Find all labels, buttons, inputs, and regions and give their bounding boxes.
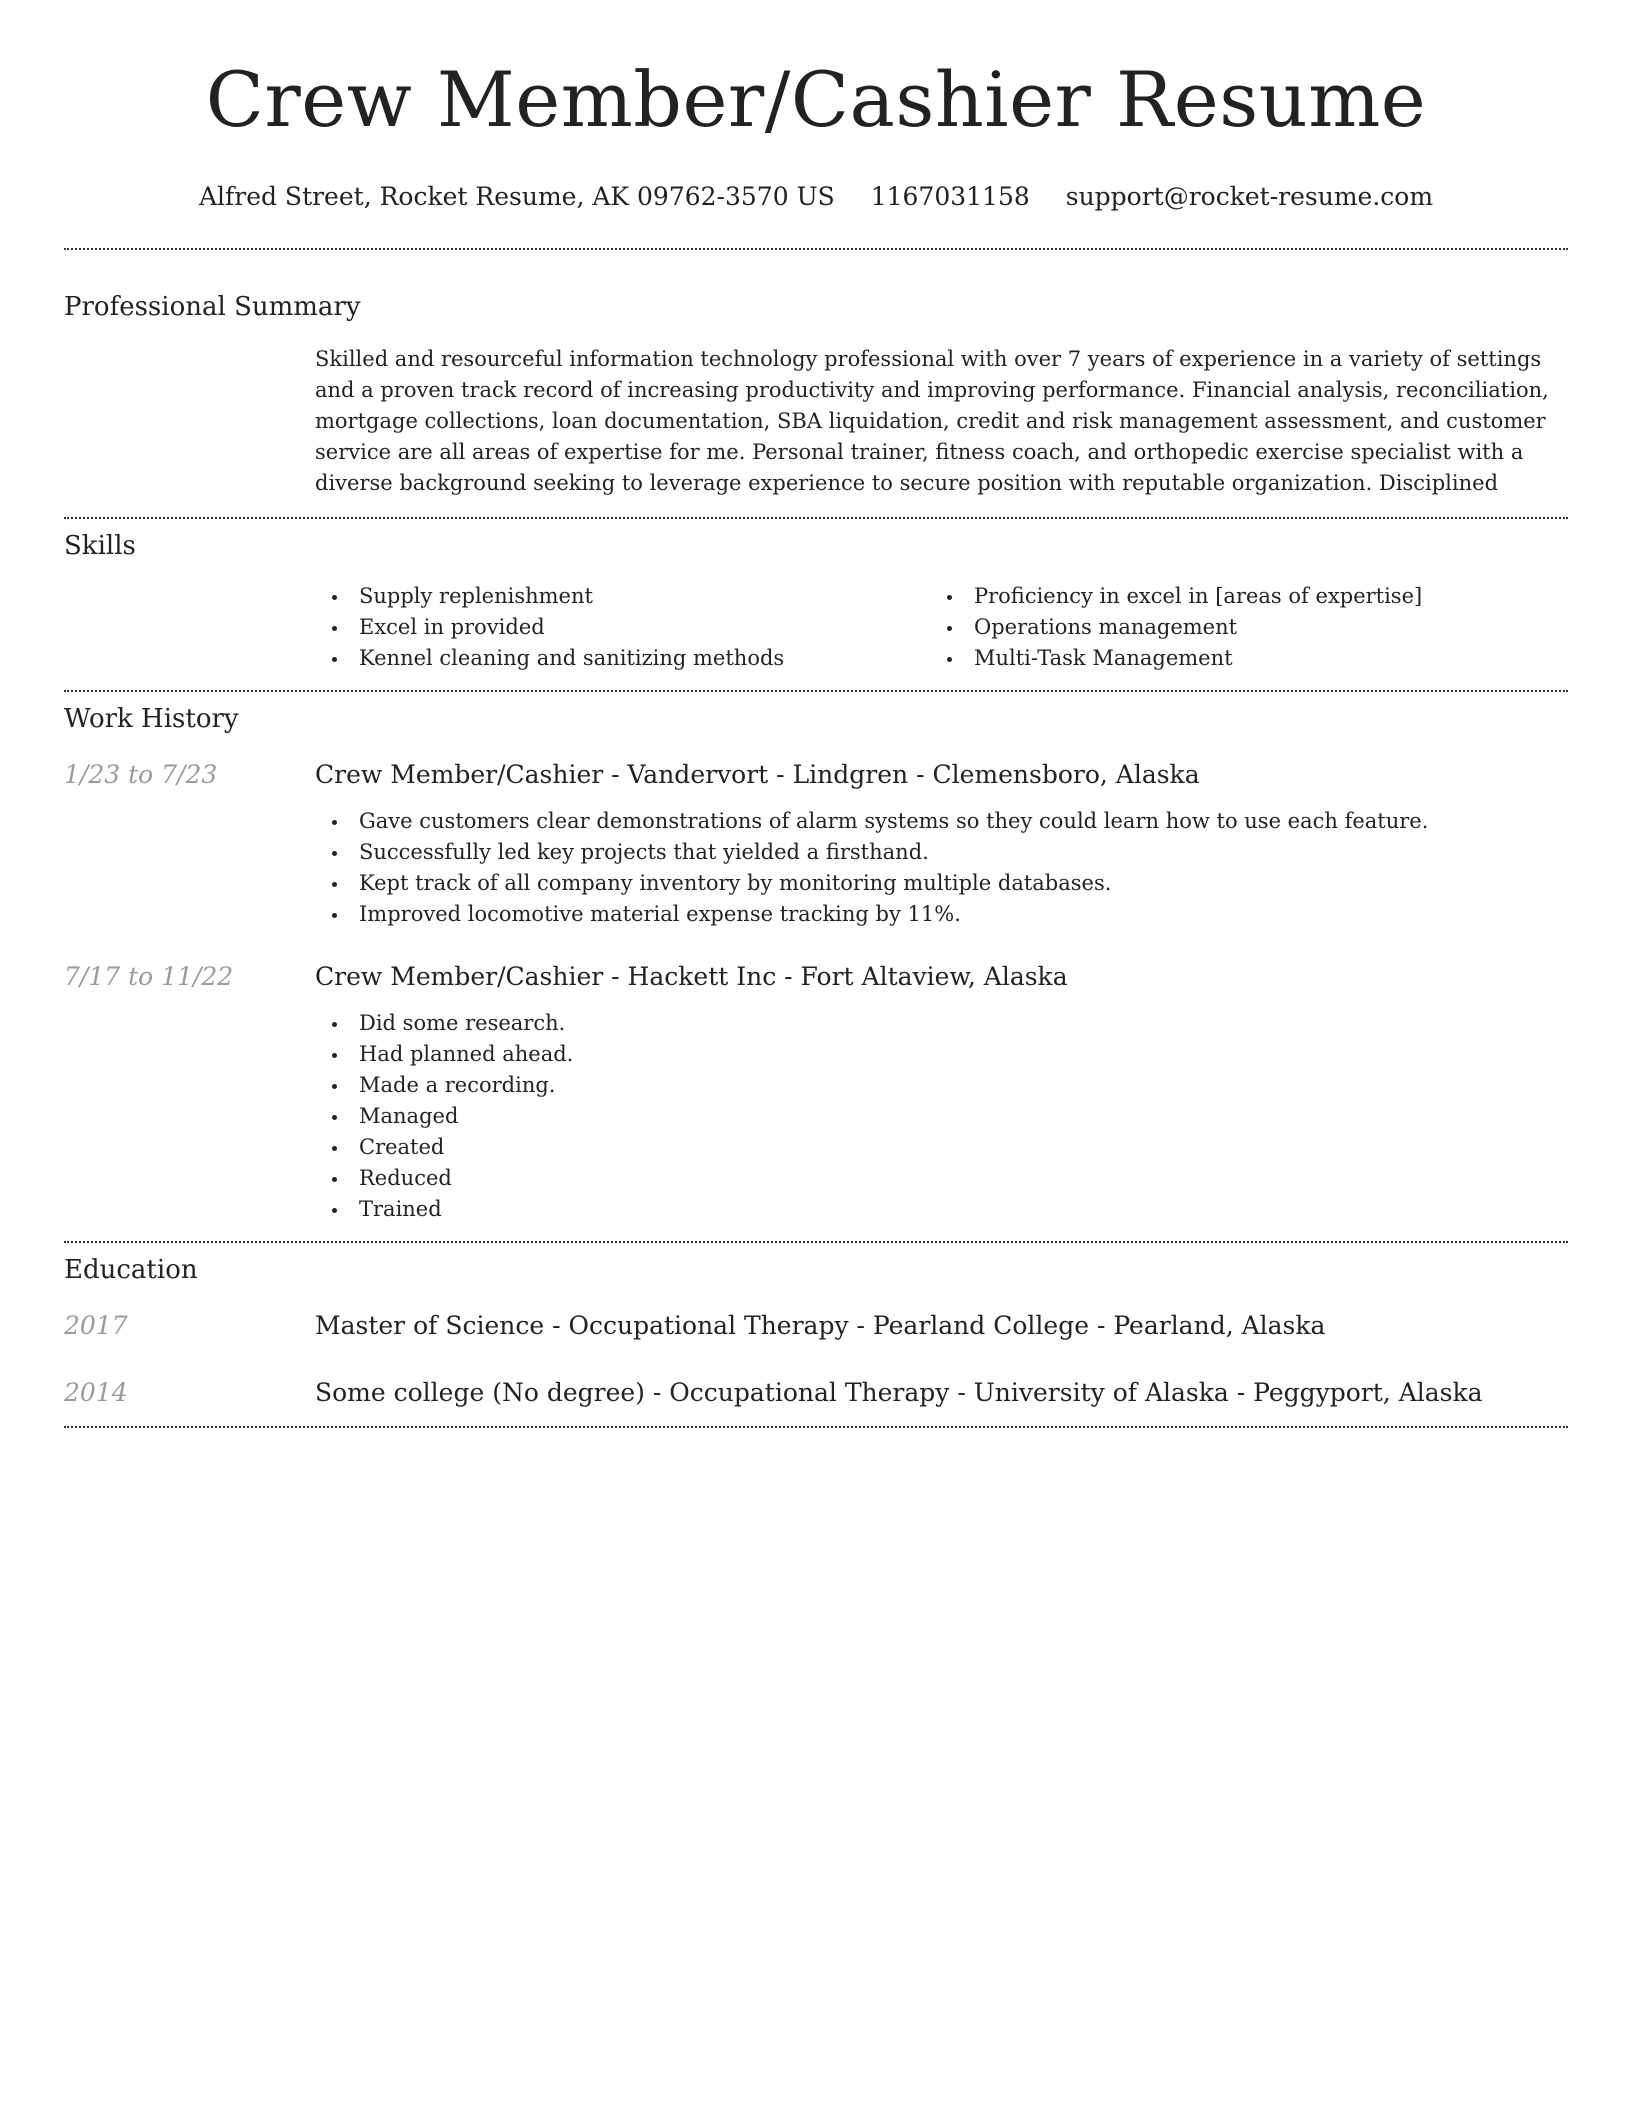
job-dates: 1/23 to 7/23 <box>64 760 218 789</box>
contact-address: Alfred Street, Rocket Resume, AK 09762-3570 US <box>198 182 835 211</box>
skill-item: Supply replenishment <box>315 581 930 612</box>
job-bullet: Created <box>315 1132 1568 1163</box>
skills-heading: Skills <box>64 531 136 561</box>
job-entry <box>64 960 1568 1225</box>
education-section <box>64 1243 1568 1410</box>
contact-line <box>64 180 1568 214</box>
skill-item: Proficiency in excel in [areas of expertise] <box>930 581 1545 612</box>
job-dates: 7/17 to 11/22 <box>64 962 234 991</box>
job-heading <box>315 758 1568 792</box>
job-heading <box>315 960 1568 994</box>
job-entry <box>64 758 1568 930</box>
summary-section <box>64 250 1568 499</box>
skills-list-right <box>930 581 1545 674</box>
education-degree: Master of Science - Occupational Therapy <box>315 1311 849 1340</box>
divider <box>64 1426 1568 1428</box>
education-heading-line <box>315 1376 1568 1410</box>
education-entry <box>64 1376 1568 1410</box>
skills-section <box>64 519 1568 674</box>
skill-item: Excel in provided <box>315 612 930 643</box>
job-bullets <box>315 806 1568 930</box>
work-section <box>64 692 1568 1225</box>
job-bullet: Improved locomotive material expense tracking by 11%. <box>315 899 1568 930</box>
resume-title: Crew Member/Cashier Resume <box>205 55 1427 144</box>
education-heading: Education <box>64 1255 198 1285</box>
contact-email: support@rocket-resume.com <box>1065 182 1434 211</box>
education-heading-line <box>315 1309 1568 1343</box>
job-bullet: Had planned ahead. <box>315 1039 1568 1070</box>
job-bullet: Managed <box>315 1101 1568 1132</box>
job-bullets <box>315 1008 1568 1225</box>
skill-item: Kennel cleaning and sanitizing methods <box>315 643 930 674</box>
job-bullet: Did some research. <box>315 1008 1568 1039</box>
job-bullet: Gave customers clear demonstrations of alarm systems so they could learn how to use each feature. <box>315 806 1568 837</box>
job-company: - Hackett Inc - Fort Altaview, Alaska <box>603 962 1068 991</box>
education-year: 2017 <box>64 1311 128 1340</box>
job-role: Crew Member/Cashier <box>315 962 604 991</box>
summary-heading: Professional Summary <box>64 292 361 322</box>
skill-item: Operations management <box>930 612 1545 643</box>
skills-list-left <box>315 581 930 674</box>
job-bullet: Trained <box>315 1194 1568 1225</box>
job-role: Crew Member/Cashier <box>315 760 604 789</box>
education-year: 2014 <box>64 1378 128 1407</box>
job-bullet: Kept track of all company inventory by monitoring multiple databases. <box>315 868 1568 899</box>
education-entry <box>64 1309 1568 1343</box>
skills-grid <box>315 581 1568 674</box>
job-bullet: Successfully led key projects that yielded a firsthand. <box>315 837 1568 868</box>
education-school: - University of Alaska - Peggyport, Alaska <box>949 1378 1483 1407</box>
contact-phone: 1167031158 <box>870 182 1030 211</box>
skill-item: Multi-Task Management <box>930 643 1545 674</box>
education-school: - Pearland College - Pearland, Alaska <box>848 1311 1326 1340</box>
work-heading: Work History <box>64 704 239 734</box>
summary-text: Skilled and resourceful information technology professional with over 7 years of experience in a variety of settings and a proven track record of increasing productivity and improving performance. Financial analysis, reconciliation, mortgage collections, loan documentation, SBA liquidation, credit and risk management assessment, and customer service are all areas of expertise for me. Personal trainer, fitness coach, and orthopedic exercise specialist with a diverse background seeking to leverage experience to secure position with reputable organization. Disciplined <box>315 347 1549 495</box>
job-bullet: Made a recording. <box>315 1070 1568 1101</box>
job-company: - Vandervort - Lindgren - Clemensboro, Alaska <box>603 760 1200 789</box>
job-bullet: Reduced <box>315 1163 1568 1194</box>
education-degree: Some college (No degree) - Occupational Therapy <box>315 1378 950 1407</box>
